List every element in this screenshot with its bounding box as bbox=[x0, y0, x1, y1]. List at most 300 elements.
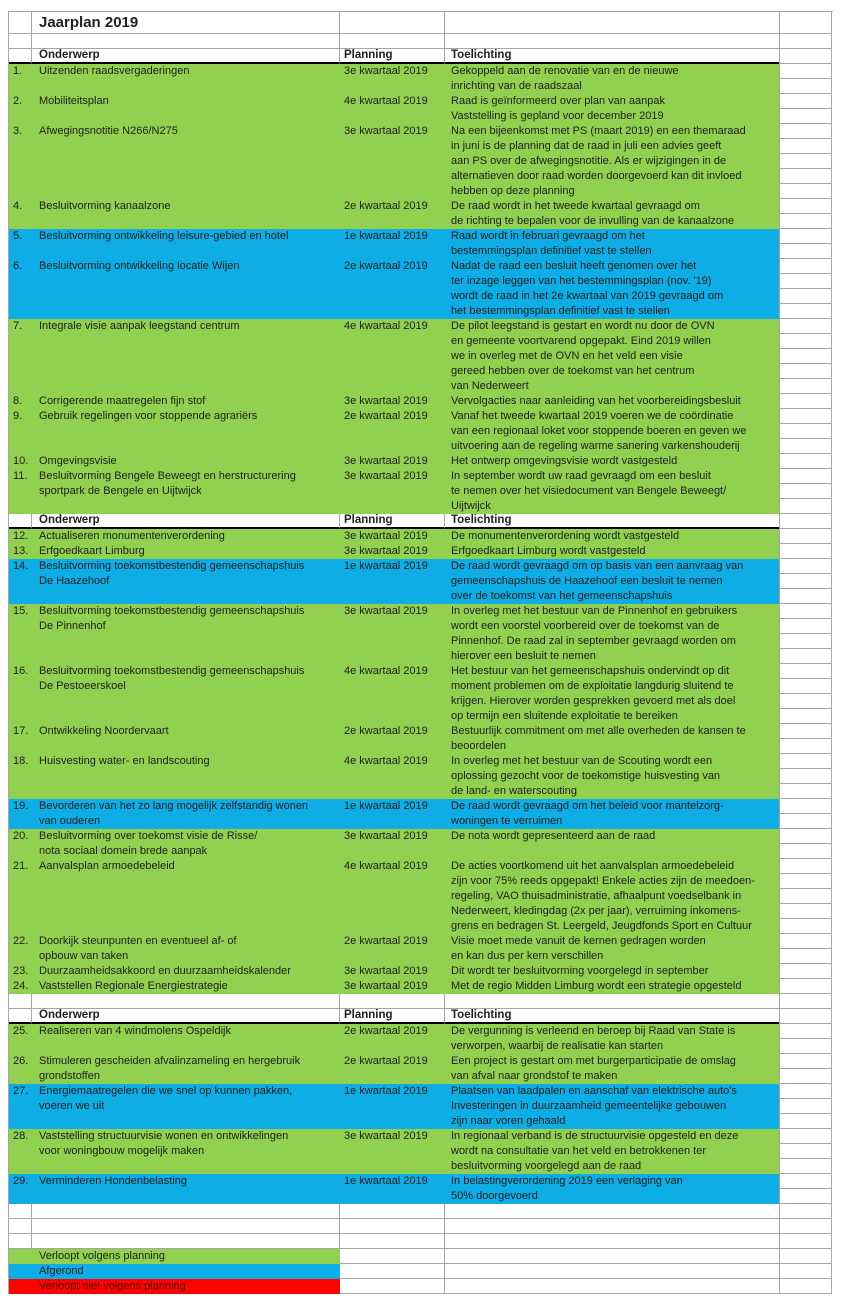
cell-blank bbox=[445, 994, 779, 1009]
toelichting-line: De pilot leegstand is gestart en wordt nu door de OVN bbox=[451, 320, 715, 332]
grid-cell-column bbox=[779, 1129, 832, 1174]
cell-toelichting bbox=[445, 829, 779, 859]
toelichting-line: Bestuurlijk commitment om met alle overheden de kansen te bbox=[451, 725, 746, 737]
table-row-item-12 bbox=[9, 529, 832, 544]
cell-planning: 3e kwartaal 2019 bbox=[344, 830, 428, 842]
cell-blank bbox=[779, 994, 832, 1009]
cell-blank bbox=[9, 12, 32, 34]
cell-planning: 1e kwartaal 2019 bbox=[344, 800, 428, 812]
cell-number: 28. bbox=[13, 1130, 29, 1142]
cell-blank bbox=[340, 12, 445, 34]
cell-number: 22. bbox=[13, 935, 29, 947]
column-header-planning: Planning bbox=[340, 1009, 445, 1024]
toelichting-line: inrichting van de raadszaal bbox=[451, 80, 582, 92]
sheet-grid bbox=[8, 11, 833, 1294]
table-row-item-28 bbox=[9, 1129, 832, 1174]
cell-toelichting bbox=[445, 934, 779, 964]
empty-row bbox=[9, 994, 832, 1009]
column-header-row bbox=[9, 49, 832, 64]
grid-cell-column bbox=[779, 319, 832, 394]
cell-blank bbox=[32, 1204, 340, 1219]
status-fill bbox=[9, 124, 779, 199]
cell-toelichting bbox=[445, 124, 779, 199]
onderwerp-line: Energiemaatregelen die we snel op kunnen pakken, bbox=[39, 1085, 293, 1097]
onderwerp-line: grondstoffen bbox=[39, 1070, 100, 1082]
toelichting-line: Vanaf het tweede kwartaal 2019 voeren we de coördinatie bbox=[451, 410, 734, 422]
cell-toelichting bbox=[445, 859, 779, 934]
grid-cell-column bbox=[779, 394, 832, 409]
column-header-onderwerp: Onderwerp bbox=[32, 49, 340, 64]
status-fill bbox=[9, 934, 779, 964]
status-fill bbox=[9, 1054, 779, 1084]
cell-blank bbox=[445, 1204, 779, 1219]
toelichting-line: en kan dus per kern verschillen bbox=[451, 950, 604, 962]
cell-blank bbox=[9, 1219, 32, 1234]
grid-cell-column bbox=[779, 859, 832, 934]
toelichting-line: Het bestuur van het gemeenschapshuis ondervindt op dit bbox=[451, 665, 730, 677]
cell-number: 26. bbox=[13, 1055, 29, 1067]
onderwerp-line: Ontwikkeling Noordervaart bbox=[39, 725, 169, 737]
toelichting-line: regeling, VAO thuisadministratie, afhaalpunt voedselbank in bbox=[451, 890, 742, 902]
status-fill bbox=[9, 664, 779, 724]
cell-toelichting bbox=[445, 544, 779, 559]
grid-cell-column bbox=[779, 259, 832, 319]
onderwerp-line: Aanvalsplan armoedebeleid bbox=[39, 860, 175, 872]
toelichting-line: Gekoppeld aan de renovatie van en de nieuwe bbox=[451, 65, 679, 77]
cell-planning: 2e kwartaal 2019 bbox=[344, 410, 428, 422]
cell-toelichting bbox=[445, 94, 779, 124]
table-row-item-4 bbox=[9, 199, 832, 229]
grid-cell-column bbox=[779, 754, 832, 799]
onderwerp-line: Besluitvorming kanaalzone bbox=[39, 200, 171, 212]
cell-number: 2. bbox=[13, 95, 23, 107]
toelichting-line: Investeringen in duurzaamheid gemeentelijke gebouwen bbox=[451, 1100, 727, 1112]
cell-planning: 3e kwartaal 2019 bbox=[344, 530, 428, 542]
status-fill bbox=[9, 559, 779, 604]
cell-blank bbox=[779, 12, 832, 34]
toelichting-line: wordt de raad in het 2e kwartaal van 2019 gevraagd om bbox=[451, 290, 724, 302]
toelichting-line: Dit wordt ter besluitvorming voorgelegd in september bbox=[451, 965, 709, 977]
toelichting-line: Plaatsen van laadpalen en aanschaf van elektrische auto's bbox=[451, 1085, 737, 1097]
toelichting-line: De acties voortkomend uit het aanvalsplan armoedebeleid bbox=[451, 860, 735, 872]
cell-onderwerp bbox=[32, 799, 340, 829]
onderwerp-line: Huisvesting water- en landscouting bbox=[39, 755, 210, 767]
status-fill bbox=[9, 1084, 779, 1129]
column-header-onderwerp: Onderwerp bbox=[32, 514, 340, 529]
toelichting-line: Met de regio Midden Limburg wordt een strategie opgesteld bbox=[451, 980, 742, 992]
toelichting-line: en gemeente voortvarend opgepakt. Eind 2019 willen bbox=[451, 335, 711, 347]
status-fill bbox=[9, 979, 779, 994]
table-row-item-2 bbox=[9, 94, 832, 124]
cell-planning: 3e kwartaal 2019 bbox=[344, 1130, 428, 1142]
cell-toelichting bbox=[445, 664, 779, 724]
cell-onderwerp bbox=[32, 454, 340, 469]
cell-onderwerp bbox=[32, 559, 340, 604]
toelichting-line: over de toekomst van het gemeenschapshuis bbox=[451, 590, 673, 602]
column-header-planning: Planning bbox=[340, 49, 445, 64]
column-header-toelichting: Toelichting bbox=[445, 1009, 779, 1024]
column-header-onderwerp: Onderwerp bbox=[32, 1009, 340, 1024]
cell-toelichting bbox=[445, 409, 779, 454]
onderwerp-line: Besluitvorming ontwikkeling locatie Wijen bbox=[39, 260, 240, 272]
cell-planning: 2e kwartaal 2019 bbox=[344, 1055, 428, 1067]
cell-number: 5. bbox=[13, 230, 23, 242]
legend-label-done: Afgerond bbox=[9, 1264, 340, 1279]
status-fill bbox=[9, 724, 779, 754]
onderwerp-line: De Pinnenhof bbox=[39, 620, 106, 632]
legend-row-done bbox=[9, 1264, 832, 1279]
onderwerp-line: Verminderen Hondenbelasting bbox=[39, 1175, 187, 1187]
cell-onderwerp bbox=[32, 664, 340, 724]
cell-blank bbox=[779, 1009, 832, 1024]
grid-cell-column bbox=[779, 664, 832, 724]
cell-blank bbox=[445, 1219, 779, 1234]
toelichting-line: Erfgoedkaart Limburg wordt vastgesteld bbox=[451, 545, 646, 557]
table-row-item-25 bbox=[9, 1024, 832, 1054]
cell-blank bbox=[9, 34, 32, 49]
onderwerp-line: Omgevingsvisie bbox=[39, 455, 117, 467]
table-row-item-29 bbox=[9, 1174, 832, 1204]
toelichting-line: van Nederweert bbox=[451, 380, 529, 392]
toelichting-line: Vaststelling is gepland voor december 2019 bbox=[451, 110, 664, 122]
toelichting-line: De monumentenverordening wordt vastgesteld bbox=[451, 530, 680, 542]
cell-number: 24. bbox=[13, 980, 29, 992]
status-fill bbox=[9, 229, 779, 259]
toelichting-line: De raad wordt gevraagd om op basis van een aanvraag van bbox=[451, 560, 744, 572]
onderwerp-line: Besluitvorming over toekomst visie de Risse/ bbox=[39, 830, 258, 842]
table-row-item-8 bbox=[9, 394, 832, 409]
cell-toelichting bbox=[445, 529, 779, 544]
onderwerp-line: Besluitvorming toekomstbestendig gemeenschapshuis bbox=[39, 665, 305, 677]
toelichting-line: van een regionaal loket voor stoppende boeren en geven we bbox=[451, 425, 747, 437]
onderwerp-line: Realiseren van 4 windmolens Ospeldijk bbox=[39, 1025, 231, 1037]
status-fill bbox=[9, 859, 779, 934]
cell-toelichting bbox=[445, 1084, 779, 1129]
cell-toelichting bbox=[445, 1174, 779, 1204]
toelichting-line: zijn voor 75% reeds opgepakt! Enkele acties zijn de meedoen- bbox=[451, 875, 755, 887]
cell-number: 23. bbox=[13, 965, 29, 977]
column-header-row bbox=[9, 514, 832, 529]
cell-onderwerp bbox=[32, 469, 340, 514]
onderwerp-line: Besluitvorming ontwikkeling leisure-gebied en hotel bbox=[39, 230, 289, 242]
grid-cell-column bbox=[779, 529, 832, 544]
toelichting-line: Raad wordt in februari gevraagd om het bbox=[451, 230, 645, 242]
cell-number: 20. bbox=[13, 830, 29, 842]
toelichting-line: het bestemmingsplan definitief vast te stellen bbox=[451, 305, 670, 317]
table-row-item-9 bbox=[9, 409, 832, 454]
legend-row-off-schedule bbox=[9, 1279, 832, 1294]
grid-cell-column bbox=[779, 1174, 832, 1204]
cell-toelichting bbox=[445, 469, 779, 514]
cell-planning: 3e kwartaal 2019 bbox=[344, 395, 428, 407]
onderwerp-line: Gebruik regelingen voor stoppende agrariërs bbox=[39, 410, 258, 422]
cell-planning: 1e kwartaal 2019 bbox=[344, 1085, 428, 1097]
cell-blank bbox=[445, 1279, 779, 1294]
cell-onderwerp bbox=[32, 394, 340, 409]
cell-planning: 1e kwartaal 2019 bbox=[344, 560, 428, 572]
toelichting-line: aan PS over de afwegingsnotitie. Als er wijzigingen in de bbox=[451, 155, 727, 167]
toelichting-line: zijn naar voren gehaald bbox=[451, 1115, 566, 1127]
status-fill bbox=[9, 469, 779, 514]
onderwerp-line: De Pestoeerskoel bbox=[39, 680, 126, 692]
cell-planning: 1e kwartaal 2019 bbox=[344, 230, 428, 242]
toelichting-line: Vervolgacties naar aanleiding van het voorbereidingsbesluit bbox=[451, 395, 741, 407]
status-fill bbox=[9, 1024, 779, 1054]
cell-blank bbox=[340, 1219, 445, 1234]
cell-toelichting bbox=[445, 799, 779, 829]
cell-blank bbox=[340, 34, 445, 49]
toelichting-line: De raad wordt in het tweede kwartaal gevraagd om bbox=[451, 200, 700, 212]
cell-planning: 2e kwartaal 2019 bbox=[344, 725, 428, 737]
grid-cell-column bbox=[779, 199, 832, 229]
grid-cell-column bbox=[779, 64, 832, 94]
cell-planning: 2e kwartaal 2019 bbox=[344, 200, 428, 212]
status-fill bbox=[9, 829, 779, 859]
toelichting-line: krijgen. Hierover worden gesprekken gevoerd met als doel bbox=[451, 695, 736, 707]
toelichting-line: Nederweert, kledingdag (2x per jaar), verruiming inkomens- bbox=[451, 905, 741, 917]
cell-blank bbox=[779, 1279, 832, 1294]
cell-number: 1. bbox=[13, 65, 23, 77]
table-row-item-17 bbox=[9, 724, 832, 754]
toelichting-line: te nemen over het visiedocument van Bengele Beweegt/ bbox=[451, 485, 727, 497]
cell-blank bbox=[340, 1204, 445, 1219]
table-row-item-20 bbox=[9, 829, 832, 859]
cell-onderwerp bbox=[32, 229, 340, 259]
toelichting-line: beoordelen bbox=[451, 740, 507, 752]
table-row-item-27 bbox=[9, 1084, 832, 1129]
cell-toelichting bbox=[445, 259, 779, 319]
toelichting-line: hebben op deze planning bbox=[451, 185, 575, 197]
toelichting-line: Na een bijeenkomst met PS (maart 2019) en een themaraad bbox=[451, 125, 746, 137]
cell-planning: 3e kwartaal 2019 bbox=[344, 980, 428, 992]
grid-cell-column bbox=[779, 829, 832, 859]
table-row-item-10 bbox=[9, 454, 832, 469]
toelichting-line: 50% doorgevoerd bbox=[451, 1190, 538, 1202]
onderwerp-line: van ouderen bbox=[39, 815, 101, 827]
onderwerp-line: Besluitvorming toekomstbestendig gemeenschapshuis bbox=[39, 560, 305, 572]
status-fill bbox=[9, 259, 779, 319]
onderwerp-line: Besluitvorming toekomstbestendig gemeenschapshuis bbox=[39, 605, 305, 617]
onderwerp-line: Uitzenden raadsvergaderingen bbox=[39, 65, 190, 77]
cell-number: 8. bbox=[13, 395, 23, 407]
table-row-item-7 bbox=[9, 319, 832, 394]
empty-row bbox=[9, 1204, 832, 1219]
cell-blank bbox=[9, 1234, 32, 1249]
cell-blank bbox=[445, 1264, 779, 1279]
cell-onderwerp bbox=[32, 1084, 340, 1129]
toelichting-line: gereed hebben over de toekomst van het centrum bbox=[451, 365, 695, 377]
table-row-item-11 bbox=[9, 469, 832, 514]
cell-number: 7. bbox=[13, 320, 23, 332]
cell-blank bbox=[32, 1219, 340, 1234]
grid-cell-column bbox=[779, 1054, 832, 1084]
cell-blank bbox=[779, 49, 832, 64]
cell-toelichting bbox=[445, 394, 779, 409]
status-fill bbox=[9, 1174, 779, 1204]
cell-toelichting bbox=[445, 319, 779, 394]
cell-onderwerp bbox=[32, 604, 340, 664]
onderwerp-line: Vaststelling structuurvisie wonen en ontwikkelingen bbox=[39, 1130, 289, 1142]
grid-cell-column bbox=[779, 964, 832, 979]
grid-cell-column bbox=[779, 454, 832, 469]
cell-blank bbox=[445, 1234, 779, 1249]
column-header-toelichting: Toelichting bbox=[445, 514, 779, 529]
toelichting-line: we in overleg met de OVN en het veld een visie bbox=[451, 350, 683, 362]
cell-onderwerp bbox=[32, 199, 340, 229]
onderwerp-line: De Haazehoof bbox=[39, 575, 110, 587]
cell-blank bbox=[779, 1249, 832, 1264]
status-fill bbox=[9, 529, 779, 544]
cell-planning: 3e kwartaal 2019 bbox=[344, 65, 428, 77]
cell-planning: 3e kwartaal 2019 bbox=[344, 125, 428, 137]
toelichting-line: In september wordt uw raad gevraagd om een besluit bbox=[451, 470, 711, 482]
table-row-item-5 bbox=[9, 229, 832, 259]
onderwerp-line: Actualiseren monumentenverordening bbox=[39, 530, 225, 542]
grid-cell-column bbox=[779, 409, 832, 454]
legend-label-on-schedule: Verloopt volgens planning bbox=[9, 1249, 340, 1264]
cell-number: 18. bbox=[13, 755, 29, 767]
cell-toelichting bbox=[445, 559, 779, 604]
cell-blank bbox=[779, 1264, 832, 1279]
cell-blank bbox=[32, 994, 340, 1009]
onderwerp-line: Integrale visie aanpak leegstand centrum bbox=[39, 320, 240, 332]
table-row-item-15 bbox=[9, 604, 832, 664]
onderwerp-line: voor woningbouw mogelijk maken bbox=[39, 1145, 205, 1157]
column-header-row bbox=[9, 1009, 832, 1024]
cell-blank bbox=[445, 12, 779, 34]
table-row-item-16 bbox=[9, 664, 832, 724]
cell-blank bbox=[779, 1204, 832, 1219]
cell-blank bbox=[9, 49, 32, 64]
toelichting-line: In overleg met het bestuur van de Pinnenhof en gebruikers bbox=[451, 605, 738, 617]
toelichting-line: Nadat de raad een besluit heeft genomen over het bbox=[451, 260, 697, 272]
cell-planning: 3e kwartaal 2019 bbox=[344, 605, 428, 617]
grid-cell-column bbox=[779, 799, 832, 829]
table-body bbox=[9, 49, 833, 1249]
cell-onderwerp bbox=[32, 319, 340, 394]
grid-cell-column bbox=[779, 559, 832, 604]
status-fill bbox=[9, 799, 779, 829]
onderwerp-line: Mobiliteitsplan bbox=[39, 95, 109, 107]
onderwerp-line: voeren we uit bbox=[39, 1100, 105, 1112]
cell-blank bbox=[445, 34, 779, 49]
toelichting-line: wordt na consultatie van het veld en betrokkenen ter bbox=[451, 1145, 706, 1157]
grid-cell-column bbox=[779, 1084, 832, 1129]
cell-onderwerp bbox=[32, 979, 340, 994]
status-fill bbox=[9, 754, 779, 799]
grid-cell-column bbox=[779, 724, 832, 754]
toelichting-line: De nota wordt gepresenteerd aan de raad bbox=[451, 830, 656, 842]
toelichting-line: in juni is de planning dat de raad in juli een advies geeft bbox=[451, 140, 722, 152]
onderwerp-line: Duurzaamheidsakkoord en duurzaamheidskalender bbox=[39, 965, 291, 977]
grid-cell-column bbox=[779, 94, 832, 124]
toelichting-line: ter inzage leggen van het bestemmingsplan (nov. '19) bbox=[451, 275, 712, 287]
cell-number: 13. bbox=[13, 545, 29, 557]
status-fill bbox=[9, 409, 779, 454]
toelichting-line: alternatieven door raad worden doorgevoerd kan dit invloed bbox=[451, 170, 742, 182]
cell-planning: 2e kwartaal 2019 bbox=[344, 1025, 428, 1037]
cell-blank bbox=[340, 1249, 445, 1264]
table-row-item-13 bbox=[9, 544, 832, 559]
cell-number: 3. bbox=[13, 125, 23, 137]
toelichting-line: Een project is gestart om met burgerparticipatie de omslag bbox=[451, 1055, 736, 1067]
table-row-item-19 bbox=[9, 799, 832, 829]
cell-number: 15. bbox=[13, 605, 29, 617]
cell-toelichting bbox=[445, 1129, 779, 1174]
toelichting-line: gemeenschapshuis de Haazehoof een besluit te nemen bbox=[451, 575, 723, 587]
status-fill bbox=[9, 64, 779, 94]
toelichting-line: grens en bedragen St. Leergeld, Jeugdfonds Sport en Cultuur bbox=[451, 920, 752, 932]
cell-number: 14. bbox=[13, 560, 29, 572]
toelichting-line: Pinnenhof. De raad zal in september gevraagd worden om bbox=[451, 635, 736, 647]
status-fill bbox=[9, 544, 779, 559]
toelichting-line: In regionaal verband is de structuurvisie opgesteld en deze bbox=[451, 1130, 739, 1142]
page-title: Jaarplan 2019 bbox=[32, 12, 340, 34]
cell-blank bbox=[9, 1204, 32, 1219]
cell-onderwerp bbox=[32, 259, 340, 319]
cell-blank bbox=[340, 1264, 445, 1279]
cell-toelichting bbox=[445, 724, 779, 754]
cell-toelichting bbox=[445, 229, 779, 259]
cell-number: 4. bbox=[13, 200, 23, 212]
cell-number: 16. bbox=[13, 665, 29, 677]
cell-onderwerp bbox=[32, 409, 340, 454]
toelichting-line: Raad is geïnformeerd over plan van aanpak bbox=[451, 95, 666, 107]
cell-onderwerp bbox=[32, 529, 340, 544]
empty-row bbox=[9, 1219, 832, 1234]
toelichting-line: bestemmingsplan definitief vast te stellen bbox=[451, 245, 652, 257]
cell-blank bbox=[779, 1219, 832, 1234]
cell-number: 12. bbox=[13, 530, 29, 542]
legend-label-off-schedule: Verloopt niet volgens planning bbox=[9, 1279, 340, 1294]
cell-onderwerp bbox=[32, 724, 340, 754]
cell-planning: 3e kwartaal 2019 bbox=[344, 965, 428, 977]
toelichting-line: oplossing gezocht voor de toekomstige huisvesting van bbox=[451, 770, 721, 782]
status-fill bbox=[9, 394, 779, 409]
table-row-item-21 bbox=[9, 859, 832, 934]
status-fill bbox=[9, 1129, 779, 1174]
cell-onderwerp bbox=[32, 754, 340, 799]
cell-toelichting bbox=[445, 454, 779, 469]
onderwerp-line: Corrigerende maatregelen fijn stof bbox=[39, 395, 206, 407]
cell-toelichting bbox=[445, 199, 779, 229]
cell-number: 29. bbox=[13, 1175, 29, 1187]
grid-cell-column bbox=[779, 1024, 832, 1054]
cell-planning: 4e kwartaal 2019 bbox=[344, 320, 428, 332]
cell-onderwerp bbox=[32, 1174, 340, 1204]
cell-onderwerp bbox=[32, 1129, 340, 1174]
toelichting-line: In belastingverordening 2019 een verlaging van bbox=[451, 1175, 683, 1187]
cell-blank bbox=[9, 1009, 32, 1024]
cell-onderwerp bbox=[32, 94, 340, 124]
cell-planning: 3e kwartaal 2019 bbox=[344, 470, 428, 482]
cell-blank bbox=[9, 994, 32, 1009]
onderwerp-line: sportpark de Bengele en Uijtwijck bbox=[39, 485, 202, 497]
cell-onderwerp bbox=[32, 64, 340, 94]
cell-number: 27. bbox=[13, 1085, 29, 1097]
grid-cell-column bbox=[779, 604, 832, 664]
status-fill bbox=[9, 964, 779, 979]
grid-cell-column bbox=[779, 544, 832, 559]
cell-onderwerp bbox=[32, 1024, 340, 1054]
table-row-item-18 bbox=[9, 754, 832, 799]
cell-onderwerp bbox=[32, 1054, 340, 1084]
toelichting-line: wordt een voorstel voorbereid over de toekomst van de bbox=[451, 620, 720, 632]
onderwerp-line: opbouw van taken bbox=[39, 950, 129, 962]
cell-planning: 1e kwartaal 2019 bbox=[344, 1175, 428, 1187]
table-row-item-22 bbox=[9, 934, 832, 964]
toelichting-line: op termijn een sluitende exploitatie te bereiken bbox=[451, 710, 678, 722]
